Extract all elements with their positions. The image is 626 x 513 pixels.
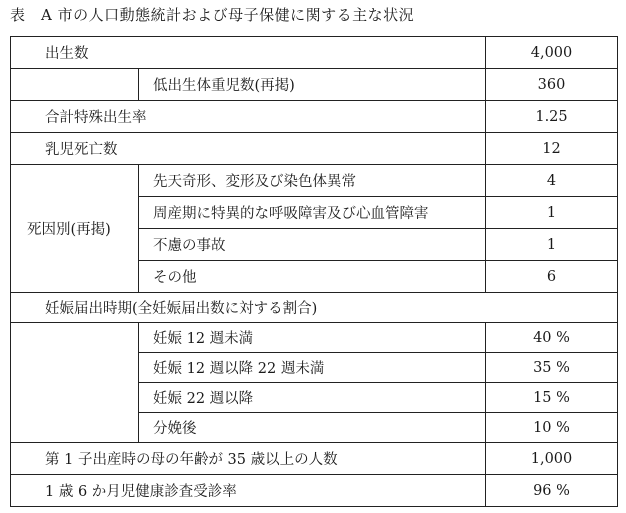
table-row-total-fertility-rate [11, 101, 618, 133]
row-label: 妊娠 12 週未満 [139, 323, 486, 353]
row-label: 第 1 子出産時の母の年齢が 35 歳以上の人数 [11, 443, 486, 475]
table-row-infant-deaths [11, 133, 618, 165]
row-value: 4,000 [486, 37, 618, 69]
table-row-cause [11, 165, 618, 197]
row-label: その他 [139, 261, 486, 293]
pregnancy-header: 妊娠届出時期(全妊娠届出数に対する割合) [11, 293, 618, 323]
table-row-birth-count [11, 37, 618, 69]
row-value: 1 [486, 197, 618, 229]
indent-cell [11, 323, 139, 443]
row-label: 妊娠 12 週以降 22 週未満 [139, 353, 486, 383]
row-value: 10 % [486, 413, 618, 443]
row-value: 12 [486, 133, 618, 165]
row-value: 6 [486, 261, 618, 293]
table-row-checkup-rate [11, 475, 618, 507]
row-value: 1.25 [486, 101, 618, 133]
table-row-mother-age-35 [11, 443, 618, 475]
row-label: 先天奇形、変形及び染色体異常 [139, 165, 486, 197]
row-value: 360 [486, 69, 618, 101]
row-label: 1 歳 6 か月児健康診査受診率 [11, 475, 486, 507]
row-label: 分娩後 [139, 413, 486, 443]
indent-cell [11, 69, 139, 101]
statistics-table [10, 36, 618, 507]
row-label: 不慮の事故 [139, 229, 486, 261]
row-value: 35 % [486, 353, 618, 383]
row-value: 15 % [486, 383, 618, 413]
row-value: 96 % [486, 475, 618, 507]
table-row-pregnancy [11, 323, 618, 353]
row-value: 4 [486, 165, 618, 197]
table-caption: 表 A 市の人口動態統計および母子保健に関する主な状況 [10, 6, 415, 24]
row-label: 合計特殊出生率 [11, 101, 486, 133]
row-value: 40 % [486, 323, 618, 353]
row-label: 周産期に特異的な呼吸障害及び心血管障害 [139, 197, 486, 229]
row-label: 低出生体重児数(再掲) [139, 69, 486, 101]
row-value: 1,000 [486, 443, 618, 475]
cause-header: 死因別(再掲) [11, 165, 139, 293]
table-row-pregnancy-header [11, 293, 618, 323]
row-label: 出生数 [11, 37, 486, 69]
row-value: 1 [486, 229, 618, 261]
row-label: 乳児死亡数 [11, 133, 486, 165]
row-label: 妊娠 22 週以降 [139, 383, 486, 413]
table-row-low-birth-weight [11, 69, 618, 101]
